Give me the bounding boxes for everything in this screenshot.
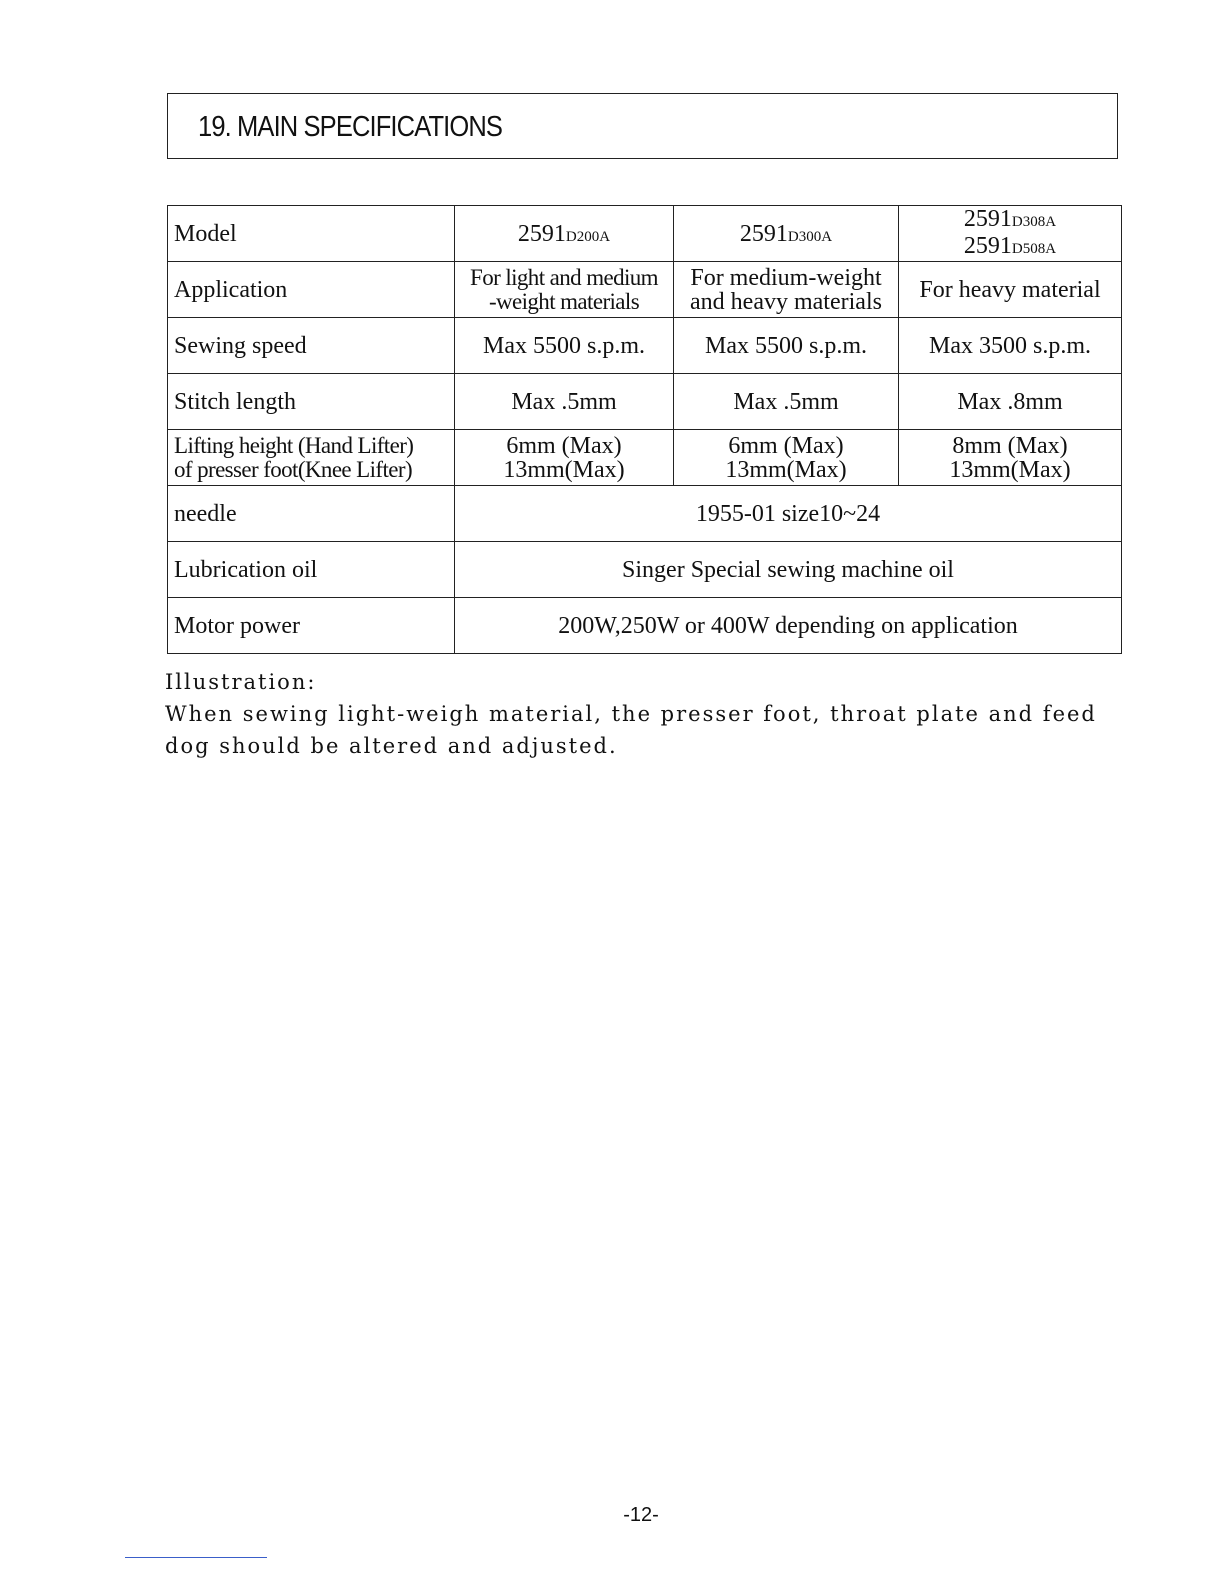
sewing-speed-cell-2: Max 5500 s.p.m. — [674, 318, 899, 374]
lifting-height-cell-2 — [674, 430, 899, 486]
stitch-length-cell-1: Max .5mm — [455, 374, 674, 430]
application-cell-3 — [899, 262, 1122, 318]
model-line-2 — [899, 234, 1121, 261]
row-label-lifting-height — [168, 430, 455, 486]
lifting-value-line-2: 13mm(Max) — [503, 456, 625, 483]
sewing-speed-label: Sewing speed — [174, 332, 307, 359]
lifting-height-cell-1 — [455, 430, 674, 486]
application-line-1: For medium-weight — [690, 264, 882, 291]
row-label-motor-power — [168, 598, 455, 654]
table-row-stitch-length — [168, 374, 1122, 430]
illustration-note — [165, 666, 1125, 762]
stitch-length-cell-2: Max .5mm — [674, 374, 899, 430]
stitch-length-cell-3: Max .8mm — [899, 374, 1122, 430]
lifting-value-line-1: 6mm (Max) — [728, 432, 844, 459]
model-suffix: D300A — [787, 228, 833, 245]
row-label-stitch-length — [168, 374, 455, 430]
needle-label: needle — [174, 500, 237, 527]
row-label-sewing-speed — [168, 318, 455, 374]
application-line-1: For light and medium — [470, 264, 658, 290]
model-number: 2591 — [963, 232, 1012, 259]
table-row-needle — [168, 486, 1122, 542]
table-row-lifting-height — [168, 430, 1122, 486]
sewing-speed-cell-3: Max 3500 s.p.m. — [899, 318, 1122, 374]
table-row-lubrication — [168, 542, 1122, 598]
section-title: 19. MAIN SPECIFICATIONS — [198, 111, 503, 143]
model-label: Model — [174, 220, 237, 247]
model-number: 2591 — [739, 220, 788, 247]
application-cell-1 — [455, 262, 674, 318]
footer-divider — [125, 1557, 267, 1558]
lifting-value-line-1: 8mm (Max) — [952, 432, 1068, 459]
model-line-1 — [899, 207, 1121, 234]
model-suffix: D508A — [1011, 240, 1057, 257]
table-row-model — [168, 206, 1122, 262]
model-suffix: D308A — [1011, 213, 1057, 230]
lifting-height-cell-3 — [899, 430, 1122, 486]
lifting-value-line-2: 13mm(Max) — [949, 456, 1071, 483]
lifting-label-line-2: of presser foot(Knee Lifter) — [174, 456, 412, 482]
illustration-text: When sewing light-weigh material, the presser foot, throat plate and feed dog should be altered and adjusted. — [165, 702, 1097, 758]
row-label-model — [168, 206, 455, 262]
application-line-2: and heavy materials — [690, 288, 882, 315]
row-label-needle — [168, 486, 455, 542]
model-suffix: D200A — [565, 228, 611, 245]
lifting-label-line-1: Lifting height (Hand Lifter) — [174, 432, 414, 458]
model-number: 2591 — [963, 205, 1012, 232]
table-row-application — [168, 262, 1122, 318]
application-line-2: -weight materials — [488, 288, 640, 314]
model-number: 2591 — [517, 220, 566, 247]
row-label-lubrication — [168, 542, 455, 598]
application-label: Application — [174, 276, 288, 303]
row-label-application — [168, 262, 455, 318]
spec-table — [167, 205, 1122, 654]
application-value: For heavy material — [919, 276, 1101, 303]
table-row-motor-power — [168, 598, 1122, 654]
sewing-speed-cell-1: Max 5500 s.p.m. — [455, 318, 674, 374]
lubrication-value: Singer Special sewing machine oil — [455, 542, 1122, 598]
application-cell-2 — [674, 262, 899, 318]
page-number: -12- — [623, 1504, 659, 1526]
lifting-value-line-1: 6mm (Max) — [506, 432, 622, 459]
table-row-sewing-speed — [168, 318, 1122, 374]
motor-power-value: 200W,250W or 400W depending on application — [455, 598, 1122, 654]
illustration-heading: Illustration: — [165, 670, 317, 694]
motor-power-label: Motor power — [174, 612, 300, 639]
model-cell-3 — [899, 206, 1122, 262]
lubrication-label: Lubrication oil — [174, 556, 318, 583]
needle-value: 1955-01 size10~24 — [455, 486, 1122, 542]
section-title-box — [167, 93, 1118, 159]
lifting-value-line-2: 13mm(Max) — [725, 456, 847, 483]
model-cell-2 — [674, 206, 899, 262]
model-cell-1 — [455, 206, 674, 262]
stitch-length-label: Stitch length — [174, 388, 296, 415]
